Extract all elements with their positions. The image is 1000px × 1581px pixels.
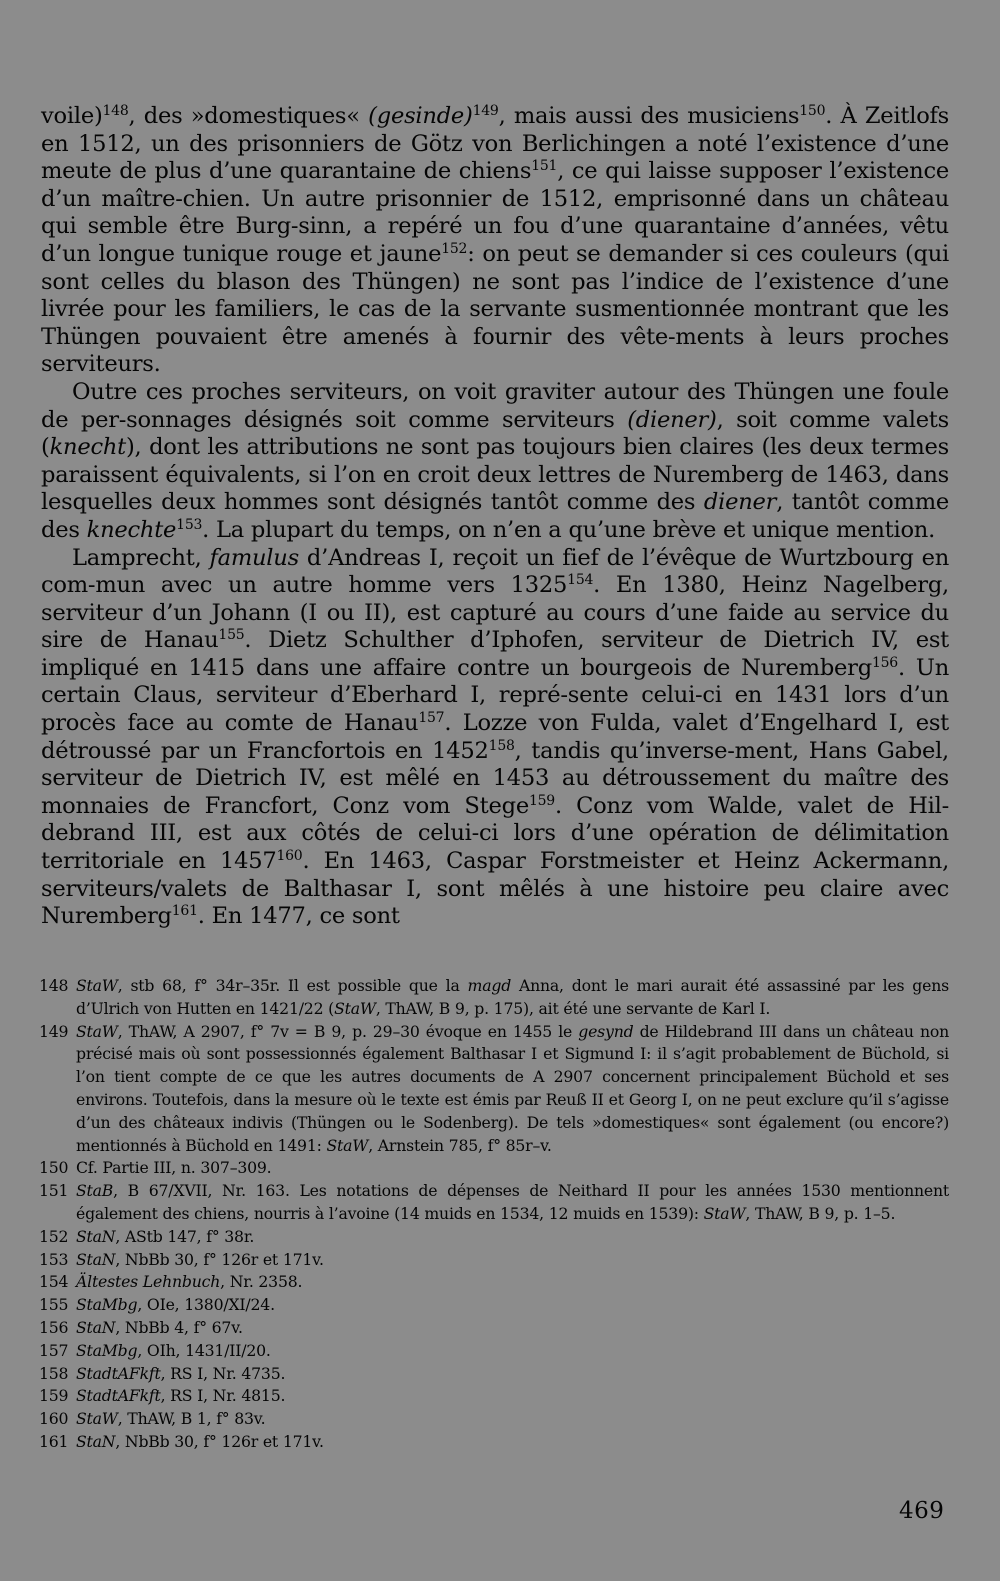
footnote-ref[interactable]: 160: [276, 847, 303, 864]
footnote: 151 StaB, B 67/XVII, Nr. 163. Les notations de dépenses de Neithard II pour les années 1530 mentionnent également des chiens, nourris à l’avoine (14 muids en 1534, 12 muids en 1539): StaW, ThAW, B 9, p. 1–5.: [39, 1181, 949, 1223]
paragraph: Outre ces proches serviteurs, on voit graviter autour des Thüngen une foule de per-sonnages désignés soit comme serviteurs (diener), soit comme valets (knecht), dont les attributions ne sont pas toujours bien claires (les deux termes paraissent équivalents, si l’on en croit deux lettres de Nuremberg de 1463, dans lesquelles deux hommes sont désignés tantôt comme des diener, tantôt comme des knechte$^{153}$. La plupart du temps, on n’en a qu’une brève et unique mention.: [41, 378, 949, 543]
footnote-ref[interactable]: 148: [102, 102, 129, 119]
paragraph: Lamprecht, famulus d’Andreas I, reçoit un fief de l’évêque de Wurtzbourg en com-mun avec un autre homme vers 1325$^{154}$. En 1380, Heinz Nagelberg, serviteur d’un Johann (I ou II), est capturé au cours d’une faide au service du sire de Hanau$^{155}$. Dietz Schulther d’Iphofen, serviteur de Dietrich IV, est impliqué en 1415 dans une affaire contre un bourgeois de Nuremberg$^{156}$. Un certain Claus, serviteur d’Eberhard I, repré-sente celui-ci en 1431 lors d’un procès face au comte de Hanau$^{157}$. Lozze von Fulda, valet d’Engelhard I, est détroussé par un Francfortois en 1452$^{158}$, tandis qu’inverse-ment, Hans Gabel, serviteur de Dietrich IV, est mêlé en 1453 au détroussement du maître des monnaies de Francfort, Conz vom Stege$^{159}$. Conz vom Walde, valet de Hil-debrand III, est aux côtés de celui-ci lors d’une opération de délimitation territoriale en 1457$^{160}$. En 1463, Caspar Forstmeister et Heinz Ackermann, serviteurs/valets de Balthasar I, sont mêlés à une histoire peu claire avec Nuremberg$^{161}$. En 1477, ce sont: [41, 544, 949, 930]
footnotes: [39, 975, 949, 1454]
footnote: 149 StaW, ThAW, A 2907, f° 7v = B 9, p. 29–30 évoque en 1455 le gesynd de Hildebrand III dans un château non précisé mais où sont possessionnés également Balthasar I et Sigmund I: il s’agit probablement de Büchold, si l’on tient compte de ce que les autres documents de A 2907 concernent principalement Büchold et ses environs. Toutefois, dans la mesure où le texte est émis par Reuß II et Georg I, on ne peut exclure qu’il s’agisse d’un des châteaux indivis (Thüngen ou le Sodenberg). De tels »domestiques« sont également (ou encore?) mentionnés à Büchold en 1491: StaW, Arnstein 785, f° 85r–v.: [39, 1021, 949, 1155]
footnote: 148 StaW, stb 68, f° 34r–35r. Il est possible que la magd Anna, dont le mari aurait été assassiné par les gens d’Ulrich von Hutten en 1421/22 (StaW, ThAW, B 9, p. 175), ait été une servante de Karl I.: [39, 976, 949, 1018]
footnote: 156 StaN, NbBb 4, f° 67v.: [39, 1317, 243, 1337]
footnote: 158 StadtAFkft, RS I, Nr. 4735.: [39, 1363, 286, 1383]
footnote-ref[interactable]: 156: [871, 654, 898, 671]
footnote: 152 StaN, AStb 147, f° 38r.: [39, 1226, 255, 1246]
footnote-ref[interactable]: 153: [176, 516, 203, 533]
page-number: 469: [899, 1498, 945, 1524]
footnote: 150 Cf. Partie III, n. 307–309.: [39, 1158, 272, 1178]
footnote: 153 StaN, NbBb 30, f° 126r et 171v.: [39, 1249, 324, 1269]
main-text: [41, 103, 949, 931]
footnote: 155 StaMbg, OIe, 1380/XI/24.: [39, 1295, 275, 1315]
footnote-ref[interactable]: 149: [472, 102, 499, 119]
footnote: 161 StaN, NbBb 30, f° 126r et 171v.: [39, 1431, 324, 1451]
footnote-ref[interactable]: 152: [441, 240, 468, 257]
paragraph: voile)$^{148}$, des »domestiques« (gesinde)$^{149}$, mais aussi des musiciens$^{150}$. À Zeitlofs en 1512, un des prisonniers de Götz von Berlichingen a noté l’existence d’une meute de plus d’une quarantaine de chiens$^{151}$, ce qui laisse supposer l’existence d’un maître-chien. Un autre prisonnier de 1512, emprisonné dans un château qui semble être Burg-sinn, a repéré un fou d’une quarantaine d’années, vêtu d’un longue tunique rouge et jaune$^{152}$: on peut se demander si ces couleurs (qui sont celles du blason des Thüngen) ne sont pas l’indice de l’existence d’une livrée pour les familiers, le cas de la servante susmentionnée montrant que les Thüngen pouvaient être amenés à fournir des vête-ments à leurs proches serviteurs.: [41, 102, 950, 378]
footnote-ref[interactable]: 161: [171, 903, 198, 920]
footnote-ref[interactable]: 158: [488, 737, 515, 754]
footnote-ref[interactable]: 150: [799, 102, 826, 119]
footnote-ref[interactable]: 157: [418, 709, 445, 726]
footnote-ref[interactable]: 159: [528, 792, 555, 809]
footnote-ref[interactable]: 154: [567, 571, 594, 588]
footnote: 159 StadtAFkft, RS I, Nr. 4815.: [39, 1386, 286, 1406]
footnote: 157 StaMbg, OIh, 1431/II/20.: [39, 1340, 271, 1360]
footnote-ref[interactable]: 151: [531, 158, 558, 175]
footnote-ref[interactable]: 155: [218, 627, 245, 644]
footnote: 154 Ältestes Lehnbuch, Nr. 2358.: [39, 1272, 303, 1292]
footnote: 160 StaW, ThAW, B 1, f° 83v.: [39, 1409, 266, 1429]
